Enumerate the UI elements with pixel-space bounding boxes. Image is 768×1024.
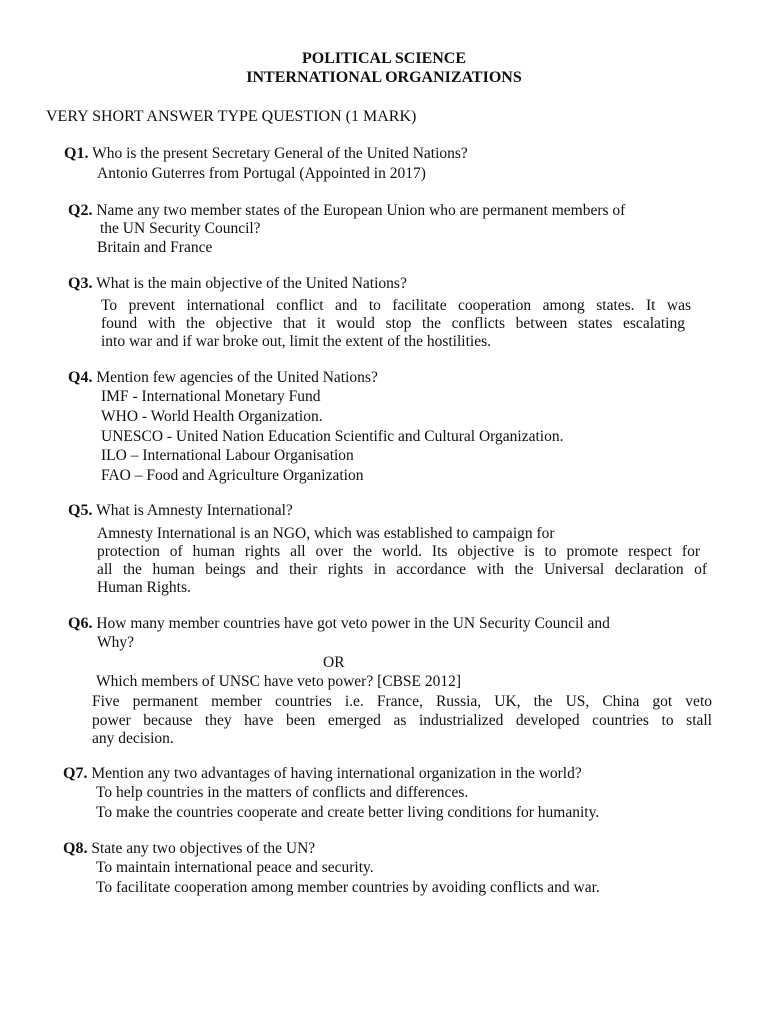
answer-6-line-1: Five permanent member countries i.e. France, Russia, UK, the US, China got veto: [92, 693, 712, 710]
question-text: Mention any two advantages of having international organization in the world?: [91, 765, 582, 782]
alternate-question: Which members of UNSC have veto power? [CBSE 2012]: [96, 673, 462, 690]
question-number: Q6.: [68, 615, 93, 632]
question-text: Who is the present Secretary General of the United Nations?: [92, 145, 468, 162]
answer-2: Britain and France: [97, 239, 213, 256]
answer-6-line-3: any decision.: [92, 730, 174, 747]
question-2: [68, 201, 625, 220]
question-number: Q2.: [68, 202, 93, 219]
question-number: Q1.: [64, 145, 89, 162]
question-8: [63, 839, 315, 858]
answer-3-line-1: To prevent international conflict and to facilitate cooperation among states. It was: [101, 297, 691, 314]
question-text: State any two objectives of the UN?: [91, 840, 316, 857]
answer-7-line-2: To make the countries cooperate and create better living conditions for humanity.: [96, 804, 600, 821]
question-4: [68, 368, 378, 387]
document-title: POLITICAL SCIENCE: [301, 50, 467, 67]
answer-5-line-4: Human Rights.: [97, 579, 191, 596]
agency-list-item: WHO - World Health Organization.: [101, 408, 323, 425]
question-5: [68, 501, 293, 520]
question-6: [68, 614, 610, 633]
document-subtitle: INTERNATIONAL ORGANIZATIONS: [246, 69, 522, 86]
section-heading: VERY SHORT ANSWER TYPE QUESTION (1 MARK): [46, 108, 417, 125]
question-text: How many member countries have got veto power in the UN Security Council and: [96, 615, 610, 632]
question-2-continued: the UN Security Council?: [100, 220, 261, 237]
question-number: Q8.: [63, 840, 88, 857]
question-text: What is the main objective of the United Nations?: [96, 275, 407, 292]
answer-5-line-2: protection of human rights all over the world. Its objective is to promote respect for: [97, 543, 700, 560]
answer-3-line-3: into war and if war broke out, limit the extent of the hostilities.: [101, 333, 491, 350]
question-text: Mention few agencies of the United Nations?: [96, 369, 378, 386]
question-6-continued: Why?: [97, 634, 135, 651]
agency-list-item: ILO – International Labour Organisation: [101, 447, 354, 464]
answer-5-line-3: all the human beings and their rights in accordance with the Universal declaration of: [97, 561, 707, 578]
answer-8-line-2: To facilitate cooperation among member countries by avoiding conflicts and war.: [96, 879, 600, 896]
answer-7-line-1: To help countries in the matters of conflicts and differences.: [96, 784, 469, 801]
answer-6-line-2: power because they have been emerged as industrialized developed countries to stall: [92, 712, 712, 729]
answer-8-line-1: To maintain international peace and security.: [96, 859, 374, 876]
question-7: [63, 764, 582, 783]
answer-1: Antonio Guterres from Portugal (Appointed in 2017): [97, 165, 426, 182]
or-separator: OR: [323, 654, 345, 671]
question-number: Q5.: [68, 502, 93, 519]
agency-list-item: UNESCO - United Nation Education Scientific and Cultural Organization.: [101, 428, 564, 445]
question-number: Q3.: [68, 275, 93, 292]
agency-list-item: FAO – Food and Agriculture Organization: [101, 467, 364, 484]
answer-3-line-2: found with the objective that it would stop the conflicts between states escalating: [101, 315, 685, 332]
question-number: Q4.: [68, 369, 93, 386]
agency-list-item: IMF - International Monetary Fund: [101, 388, 321, 405]
question-3: [68, 274, 407, 293]
question-number: Q7.: [63, 765, 88, 782]
question-1: [64, 144, 468, 163]
question-text: Name any two member states of the European Union who are permanent members of: [96, 202, 626, 219]
answer-5-line-1: Amnesty International is an NGO, which was established to campaign for: [97, 525, 555, 542]
question-text: What is Amnesty International?: [96, 502, 293, 519]
